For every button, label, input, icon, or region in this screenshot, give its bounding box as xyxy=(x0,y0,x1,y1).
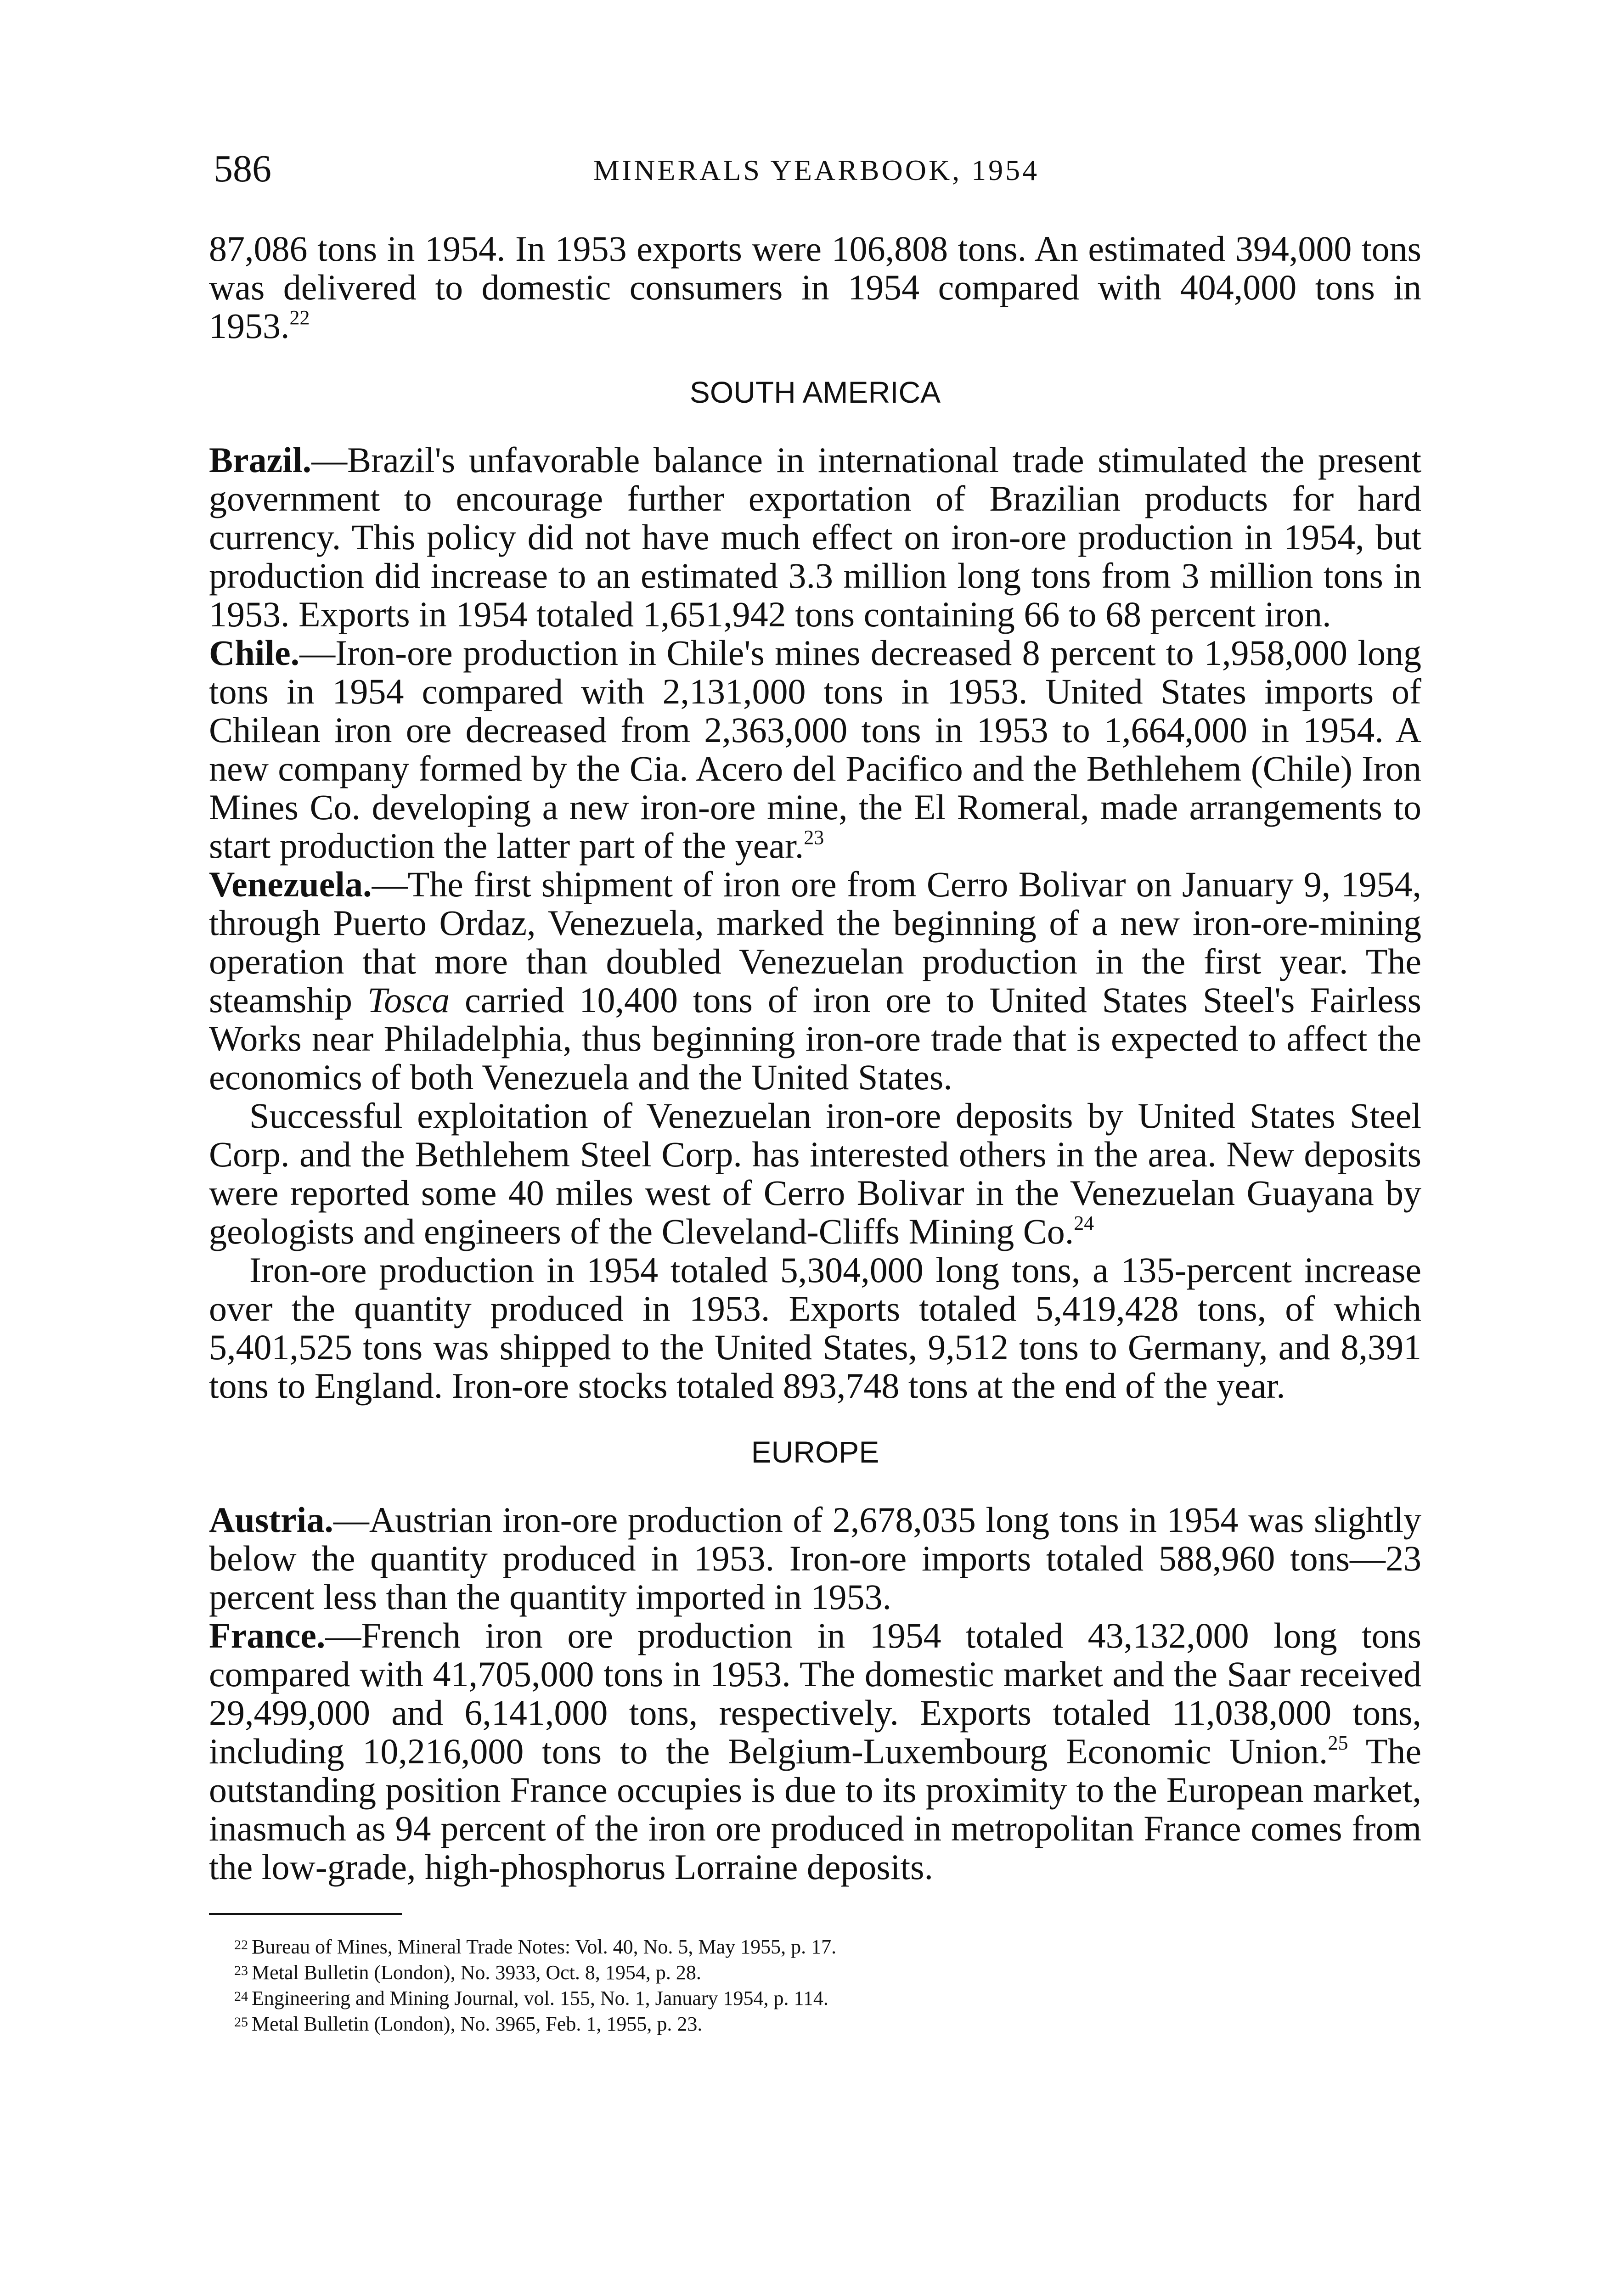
paragraph-venezuela-2 xyxy=(209,1097,1421,1251)
text-france-part1: —French iron ore production in 1954 totaled 43,132,000 long tons compared with 41,705,000 tons in 1953. The domestic market and the Saar received 29,499,000 and 6,141,000 tons, respectively. Exports totaled 11,038,000 tons, including 10,216,000 tons to the Belgium-Luxembourg Economic Union. xyxy=(209,1615,1421,1771)
text-france-part2: The outstanding position France occupies is due to its proximity to the European market, inasmuch as 94 percent of the iron ore produced in metropolitan France comes from the low-grade, high-phosphorus Lorraine deposits. xyxy=(209,1731,1422,1887)
text-chile: —Iron-ore production in Chile's mines decreased 8 percent to 1,958,000 long tons in 1954 compared with 2,131,000 tons in 1953. United States imports of Chilean iron ore decreased from 2,363,000 tons in 1953 to 1,664,000 in 1954. A new company formed by the Cia. Acero del Pacifico and the Bethlehem (Chile) Iron Mines Co. developing a new iron-ore mine, the El Romeral, made arrangements to start production the latter part of the year. xyxy=(209,633,1421,866)
footnote-number: 22 xyxy=(234,1937,248,1953)
footnote-ref-22: 22 xyxy=(289,306,310,329)
page-body xyxy=(209,230,1421,2036)
page-number: 586 xyxy=(214,147,271,190)
lead-venezuela: Venezuela. xyxy=(209,864,372,904)
footnote-divider xyxy=(209,1913,402,1915)
footnote-number: 25 xyxy=(234,2015,248,2030)
footnotes xyxy=(209,1933,1421,2036)
section-heading-south-america: SOUTH AMERICA xyxy=(689,375,941,409)
text-venezuela-part2: carried 10,400 tons of iron ore to United States Steel's Fairless Works near Philadelphia, thus beginning iron-ore trade that is expected to affect the economics of both Venezuela and the United States. xyxy=(209,980,1421,1097)
lead-france: France. xyxy=(209,1615,326,1655)
paragraph-brazil xyxy=(209,441,1421,634)
lead-brazil: Brazil. xyxy=(209,440,312,480)
footnote-24 xyxy=(234,1985,1421,2010)
ship-name: Tosca xyxy=(367,980,450,1020)
footnote-ref-25: 25 xyxy=(1328,1732,1348,1754)
paragraph-france xyxy=(209,1616,1421,1886)
paragraph-austria xyxy=(209,1501,1421,1616)
intro-text: 87,086 tons in 1954. In 1953 exports were 106,808 tons. An estimated 394,000 tons was delivered to domestic consumers in 1954 compared with 404,000 tons in 1953. xyxy=(209,229,1421,346)
footnote-22 xyxy=(234,1933,1421,1959)
running-title: MINERALS YEARBOOK, 1954 xyxy=(593,154,1040,186)
footnote-25 xyxy=(234,2010,1421,2036)
text-venezuela-part1: —The first shipment of iron ore from Cerro Bolivar on January 9, 1954, through Puerto Ordaz, Venezuela, marked the beginning of a new iron-ore-mining operation that more than doubled Venezuelan production in the first year. The steamship xyxy=(209,864,1421,1020)
footnote-23 xyxy=(234,1959,1421,1985)
text-venezuela-2: Successful exploitation of Venezuelan iron-ore deposits by United States Steel Corp. and the Bethlehem Steel Corp. has interested others in the area. New deposits were reported some 40 miles west of Cerro Bolivar in the Venezuelan Guayana by geologists and engineers of the Cleveland-Cliffs Mining Co. xyxy=(209,1096,1421,1251)
footnote-ref-24: 24 xyxy=(1074,1212,1094,1234)
footnote-ref-23: 23 xyxy=(804,826,824,849)
page-header xyxy=(214,146,1419,197)
footnote-text: Metal Bulletin (London), No. 3965, Feb. 1, 1955, p. 23. xyxy=(252,2013,703,2035)
paragraph-venezuela xyxy=(209,865,1421,1097)
footnote-text: Engineering and Mining Journal, vol. 155, No. 1, January 1954, p. 114. xyxy=(252,1987,828,2009)
paragraph-chile xyxy=(209,634,1421,865)
paragraph-venezuela-3: Iron-ore production in 1954 totaled 5,304,000 long tons, a 135-percent increase over the quantity produced in 1953. Exports totaled 5,419,428 tons, of which 5,401,525 tons was shipped to the United States, 9,512 tons to Germany, and 8,391 tons to England. Iron-ore stocks totaled 893,748 tons at the end of the year. xyxy=(209,1250,1421,1406)
lead-austria: Austria. xyxy=(209,1500,333,1540)
footnote-number: 23 xyxy=(234,1963,248,1978)
lead-chile: Chile. xyxy=(209,633,300,673)
footnote-text: Metal Bulletin (London), No. 3933, Oct. 8, 1954, p. 28. xyxy=(252,1961,701,1984)
intro-paragraph xyxy=(209,230,1421,345)
text-austria: —Austrian iron-ore production of 2,678,035 long tons in 1954 was slightly below the quantity produced in 1953. Iron-ore imports totaled 588,960 tons—23 percent less than the quantity imported in 1953. xyxy=(209,1500,1421,1617)
section-heading-europe: EUROPE xyxy=(751,1435,879,1469)
footnote-text: Bureau of Mines, Mineral Trade Notes: Vol. 40, No. 5, May 1955, p. 17. xyxy=(252,1936,837,1958)
text-brazil: —Brazil's unfavorable balance in international trade stimulated the present government to encourage further exportation of Brazilian products for hard currency. This policy did not have much effect on iron-ore production in 1954, but production did increase to an estimated 3.3 million long tons from 3 million tons in 1953. Exports in 1954 totaled 1,651,942 tons containing 66 to 68 percent iron. xyxy=(209,440,1421,634)
footnote-number: 24 xyxy=(234,1989,248,2004)
